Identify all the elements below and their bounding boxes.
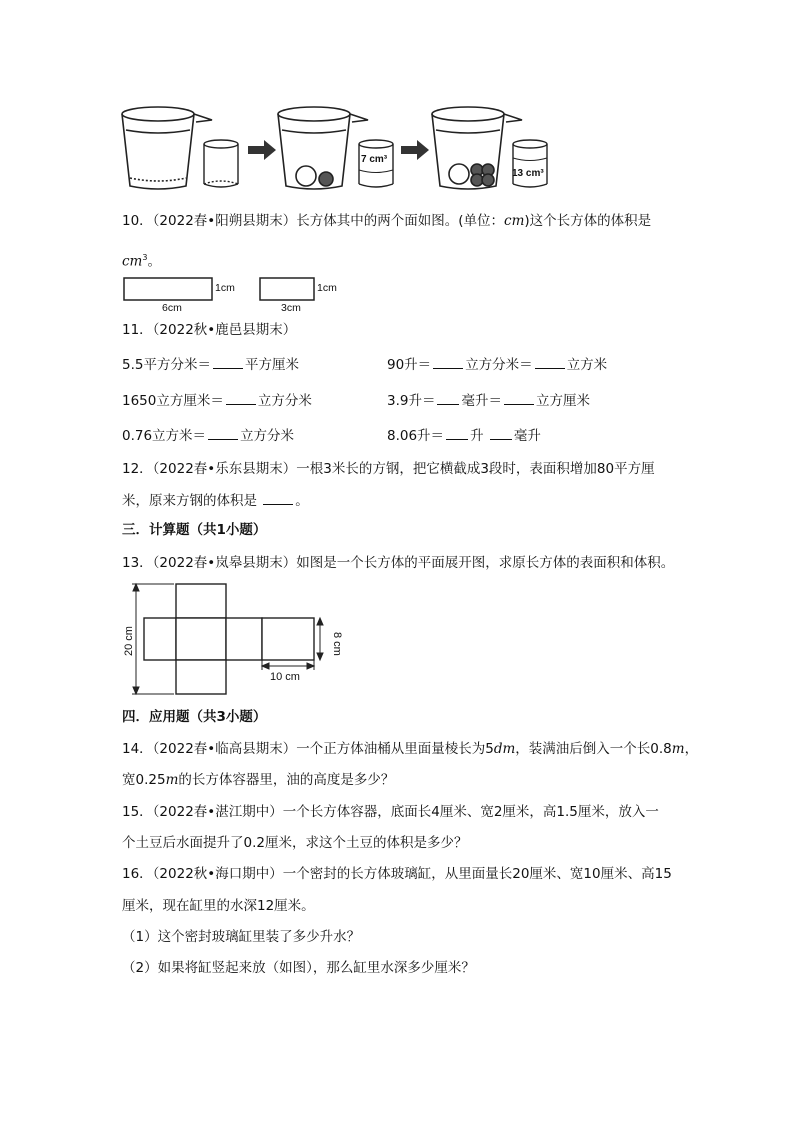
rectangle-face-b — [260, 278, 314, 300]
label-13cm3: 13 cm³ — [512, 168, 544, 179]
q11-row3-col2: 8.06升＝ 升 毫升 — [387, 425, 541, 446]
q14-line1: 14．（2022春•临高县期末）一个正方体油桶从里面量棱长为5dm，装满油后倒入一个长0.8m， — [122, 741, 699, 757]
q11-row1-col2: 90升＝ 立方分米＝ 立方米 — [387, 354, 607, 375]
q10-figure — [120, 276, 350, 316]
label-20cm: 20 cm — [123, 626, 135, 656]
q11-row2-col1: 1650立方厘米＝ 立方分米 — [122, 390, 312, 411]
label-3cm: 3cm — [281, 302, 301, 314]
arrow-right-icon — [248, 140, 276, 160]
answer-blank[interactable] — [535, 354, 565, 369]
answer-blank[interactable] — [446, 425, 468, 440]
label-1cm-b: 1cm — [317, 282, 337, 294]
net-face-top — [176, 584, 226, 618]
q16-sub2: （2）如果将缸竖起来放（如图），那么缸里水深多少厘米？ — [122, 960, 475, 976]
beaker-3 — [432, 107, 522, 189]
beaker-1 — [122, 107, 212, 189]
q12-line1: 12．（2022春•乐东县期末）一根3米长的方钢，把它横截成3段时，表面积增加80平方厘 — [122, 461, 655, 477]
answer-blank[interactable] — [226, 390, 256, 405]
label-1cm-a: 1cm — [215, 282, 235, 294]
cylinder-3 — [513, 140, 547, 187]
q14-line2: 宽0.25m的长方体容器里，油的高度是多少？ — [122, 772, 395, 788]
answer-blank[interactable] — [437, 390, 459, 405]
net-face-front — [176, 618, 226, 660]
q11-row1-col1: 5.5平方分米＝ 平方厘米 — [122, 354, 299, 375]
q16-line1: 16．（2022秋•海口期中）一个密封的长方体玻璃缸，从里面量长20厘米、宽10厘米、高15 — [122, 866, 672, 882]
answer-blank[interactable] — [433, 354, 463, 369]
q10-text: 10．（2022春•阳朔县期末）长方体其中的两个面如图。(单位：cm)这个长方体的体积是 — [122, 213, 652, 229]
label-8cm: 8 cm — [331, 632, 343, 656]
label-10cm: 10 cm — [270, 671, 300, 683]
net-face-back — [262, 618, 314, 660]
arrow-right-icon — [401, 140, 429, 160]
q13-net-figure — [118, 580, 348, 700]
answer-blank[interactable] — [490, 425, 512, 440]
q15-line1: 15．（2022春•湛江期中）一个长方体容器，底面长4厘米、宽2厘米，高1.5厘米，放入一 — [122, 804, 659, 820]
q11-row2-col2: 3.9升＝ 毫升＝ 立方厘米 — [387, 390, 590, 411]
section-heading-3: 三．计算题（共1小题） — [122, 522, 267, 538]
q11-row3-col1: 0.76立方米＝ 立方分米 — [122, 425, 294, 446]
beaker-2 — [278, 107, 368, 189]
answer-blank[interactable] — [263, 490, 293, 505]
answer-blank[interactable] — [504, 390, 534, 405]
top-figure — [118, 100, 558, 194]
answer-blank[interactable] — [213, 354, 243, 369]
q11-title: 11．（2022秋•鹿邑县期末） — [122, 322, 297, 338]
net-face-right — [226, 618, 262, 660]
q10-answer-line: $cm^3$。 — [122, 253, 161, 270]
q13-text: 13．（2022春•岚皋县期末）如图是一个长方体的平面展开图，求原长方体的表面积和体积。 — [122, 555, 675, 571]
q16-line2: 厘米，现在缸里的水深12厘米。 — [122, 898, 315, 914]
cylinder-1 — [204, 140, 238, 187]
section-heading-4: 四．应用题（共3小题） — [122, 709, 267, 725]
q12-line2: 米，原来方钢的体积是 。 — [122, 490, 309, 511]
net-face-left — [144, 618, 176, 660]
answer-blank[interactable] — [208, 425, 238, 440]
q15-line2: 个土豆后水面提升了0.2厘米，求这个土豆的体积是多少？ — [122, 835, 468, 851]
q16-sub1: （1）这个密封玻璃缸里装了多少升水？ — [122, 929, 361, 945]
rectangle-face-a — [124, 278, 212, 300]
net-face-bottom — [176, 660, 226, 694]
label-7cm3: 7 cm³ — [361, 154, 388, 165]
label-6cm: 6cm — [162, 302, 182, 314]
